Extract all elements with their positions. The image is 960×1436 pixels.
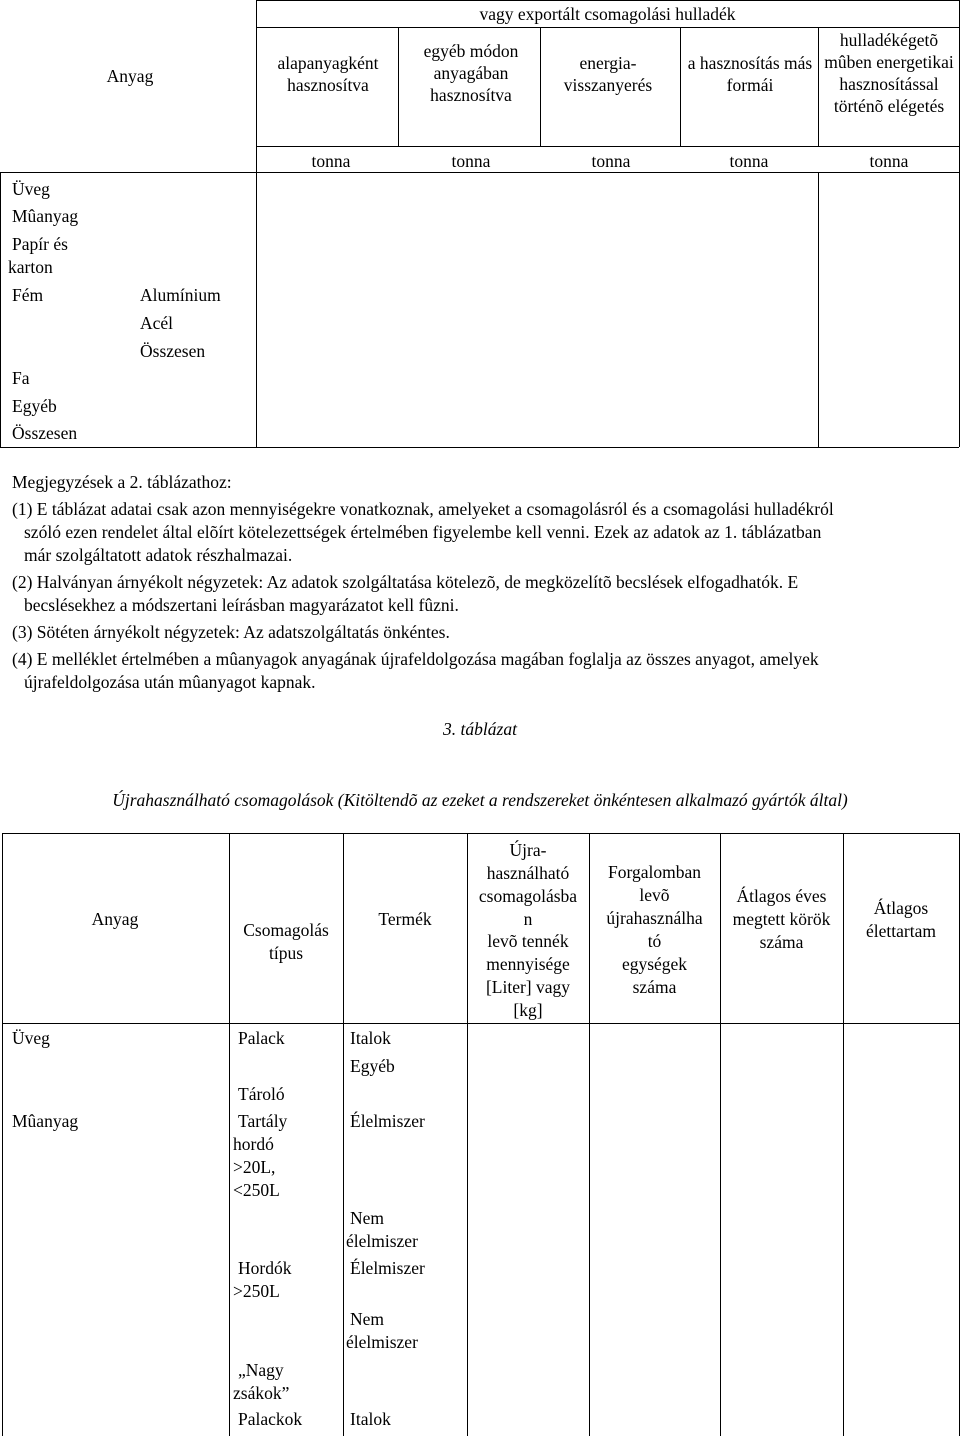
table2-anyag-header: Anyag: [106, 66, 154, 86]
note-4-line-2: újrafeldolgozása után mûanyagot kapnak.: [24, 672, 316, 692]
table3-title: Újrahasználható csomagolások (Kitöltendõ az ezeket a rendszereket önkéntesen alkalmazó gyártók által): [112, 790, 848, 810]
table3-row-tartaly-2: hordó: [233, 1134, 274, 1154]
header-line: élettartam: [866, 921, 936, 941]
header-line: Újra-: [509, 840, 547, 860]
table3-row-nagy-zsakok-2: zsákok”: [233, 1383, 290, 1403]
table3-row-elelmiszer-1: Élelmiszer: [350, 1111, 425, 1131]
table3-row-tartaly-3: >20L,: [233, 1157, 276, 1177]
table2-col-1-header: alapanyagként hasznosítva: [277, 53, 379, 95]
header-line: levõ: [639, 885, 670, 905]
table3-row-tartaly-4: <250L: [233, 1180, 280, 1200]
table3-header-csomagolas-1: Csomagolás: [243, 920, 329, 940]
header-line: újrahasználha: [606, 908, 703, 928]
table3-row-elelmiszer-2: Élelmiszer: [350, 1258, 425, 1278]
table2-row-papir-1: Papír és: [12, 234, 68, 254]
table3-header-termek: Termék: [378, 909, 432, 929]
table2-unit-3: tonna: [591, 151, 631, 171]
table2-unit-2: tonna: [451, 151, 491, 171]
header-line: megtett körök: [732, 909, 831, 929]
table3-row-nagy-zsakok-1: „Nagy: [238, 1360, 284, 1380]
table2-row-aluminium: Alumínium: [140, 285, 221, 305]
table3-row-palack: Palack: [238, 1028, 285, 1048]
header-line: egységek: [621, 954, 688, 974]
header-line: Átlagos: [873, 898, 929, 918]
header-line: mennyisége: [486, 954, 570, 974]
table3-number: 3. táblázat: [443, 719, 517, 739]
table3-row-muanyag: Mûanyag: [12, 1111, 79, 1131]
table3-row-hordok-2: >250L: [233, 1281, 280, 1301]
table2-row-papir-2: karton: [8, 257, 53, 277]
table2-unit-4: tonna: [729, 151, 769, 171]
note-1-line-1: (1) E táblázat adatai csak azon mennyiségekre vonatkoznak, amelyeket a csomagolásról és a csomagolási hulladékról: [12, 499, 834, 519]
table3-row-palackok: Palackok: [238, 1409, 303, 1429]
table3-row-nem-elelmiszer-1a: Nem: [350, 1208, 385, 1228]
table3-row-hordok-1: Hordók: [238, 1258, 292, 1278]
table3-row-nem-elelmiszer-2b: élelmiszer: [346, 1332, 418, 1352]
header-line: [kg]: [513, 1000, 543, 1020]
header-line: tó: [647, 931, 662, 951]
table3-row-nem-elelmiszer-1b: élelmiszer: [346, 1231, 418, 1251]
header-line: [Liter] vagy: [485, 977, 571, 997]
table2-col-3-header: energia-visszanyerés: [563, 53, 653, 95]
note-1-line-3: már szolgáltatott adatok részhalmazai.: [24, 545, 293, 565]
table2-row-fem-osszesen: Összesen: [140, 341, 206, 361]
table2-row-muanyag: Mûanyag: [12, 206, 79, 226]
table2-col-2-header: egyéb módon anyagában hasznosítva: [423, 41, 519, 105]
note-2-line-1: (2) Halványan árnyékolt négyzetek: Az adatok szolgáltatása kötelezõ, de megközelítõ becslések elfogadhatók. E: [12, 572, 799, 592]
header-line: n: [523, 909, 533, 929]
header-line: levõ tennék: [487, 931, 569, 951]
table2-row-fa: Fa: [12, 368, 30, 388]
note-2-line-2: becslésekhez a módszertani leírásban magyarázatot kell fûzni.: [24, 595, 459, 615]
table2-row-osszesen: Összesen: [12, 423, 78, 443]
note-1-line-2: szóló ezen rendelet által elõírt kötelezettségek értelmében figyelembe kell venni. Ezek az adatok az 1. táblázatban: [24, 522, 822, 542]
table3-row-italok-2: Italok: [350, 1409, 391, 1429]
table3-row-egyeb: Egyéb: [350, 1056, 395, 1076]
table2-row-acel: Acél: [140, 313, 174, 333]
table3-header-anyag: Anyag: [91, 909, 139, 929]
note-4-line-1: (4) E melléklet értelmében a mûanyagok anyagának újrafeldolgozása magában foglalja az összes anyagot, amelyek: [12, 649, 819, 669]
header-line: Forgalomban: [607, 862, 701, 882]
header-line: száma: [759, 932, 804, 952]
header-line: Átlagos éves: [736, 886, 827, 906]
header-line: használható: [486, 863, 570, 883]
table2-unit-1: tonna: [311, 151, 351, 171]
table2-top-header: vagy exportált csomagolási hulladék: [479, 4, 736, 24]
table2-row-uveg: Üveg: [12, 179, 50, 199]
table2-unit-5: tonna: [869, 151, 909, 171]
table3-header-csomagolas-2: típus: [268, 943, 304, 963]
table3-row-tarolo: Tároló: [238, 1084, 285, 1104]
table3-row-uveg: Üveg: [12, 1028, 50, 1048]
table3-row-nem-elelmiszer-2a: Nem: [350, 1309, 385, 1329]
note-3: (3) Sötéten árnyékolt négyzetek: Az adatszolgáltatás önkéntes.: [12, 622, 450, 642]
table2-row-egyeb: Egyéb: [12, 396, 57, 416]
table3-row-italok: Italok: [350, 1028, 391, 1048]
table2-row-fem: Fém: [12, 285, 44, 305]
table2-col-5-header: hulladékégetõ mûben energetikai hasznosítással történõ elégetés: [824, 30, 954, 116]
table3-row-tartaly-1: Tartály: [238, 1111, 288, 1131]
header-line: csomagolásba: [478, 886, 578, 906]
header-line: száma: [632, 977, 677, 997]
notes-heading: Megjegyzések a 2. táblázathoz:: [12, 472, 232, 492]
table2-col-4-header: a hasznosítás más formái: [687, 53, 813, 95]
